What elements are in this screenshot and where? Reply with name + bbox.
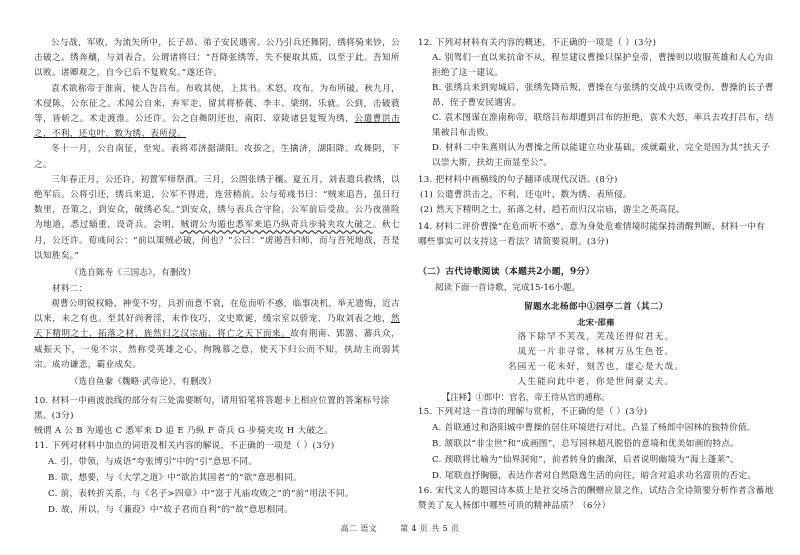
poem-line: 人生能向此中老，你是世间豪丈夫。: [517, 377, 675, 387]
poem-author: 北宋·邵雍: [577, 317, 615, 327]
source-note-1: （选自陈寿《三国志》，有删改）: [70, 267, 196, 278]
passage-paragraph-2: [34, 82, 400, 143]
footer-page-number: 第 4 页 共 5 页: [400, 524, 460, 533]
question-15-option-d: D. 尾联直抒胸臆，表达作者对自然隐逸生活的向往，暗含对追求功名富贵的否定。: [432, 471, 757, 481]
question-14: 14. 材料二评价曹操“在危而听不惑”，意为身处危难情境时能保持清醒判断，材料一中有哪些事实可以支持这一看法？请简要说明。(3分): [418, 222, 766, 247]
poem-line: 洛下除罕不芙茂，芙茂还得似君无。: [517, 332, 675, 342]
passage-paragraph-1: 公与战，军败，为流矢所中，长子昂、弟子安民遇害。公乃引兵还舞阴，绣将骑来钞，公击破之。绣奔穰，与刘表合。公谓诸将曰：“吾降张绣等，失不便取其质，以至于此。吾知所以败。诸卿观之，自今已后不复败矣。”遂还许。: [34, 38, 400, 79]
right-column: [418, 36, 774, 514]
passage-paragraph-5: [34, 297, 400, 373]
question-10-options: 贼谓 A 公 B 为遁也 C 悉军来 D 追 E 乃纵 F 奇兵 G 步骑夹攻 H 大破之。: [34, 426, 334, 437]
question-12-option-a: A. 别驾们一直以来抗命不从，程昱建议曹操只保护皇帝，曹操则以收服英雄和人心为由拒绝了这一建议。: [432, 53, 774, 78]
passage-text: 观曹公明锐权略，神变不穷，兵折而意不衰，在危而听不惑，临事决机，举无遗悔，近古以来，未之有也。至其好尚奢淫，末作伎巧，文史欺诞，缓宗室以骄宠，乃取刘表之地，: [34, 299, 400, 325]
question-11-option-c: C. 前，表转折关系，与《名子>四章》中“富于凡庙攻败之”的“前”用法不同。: [48, 489, 354, 500]
passage-text: 。秋七月，公还许。荀彧问公：“前以策贼必破，何也？”公曰：“虏遏吾归师，而与吾死地战，吾是以知胜矣。”: [34, 220, 400, 261]
question-13: 13. 把材料中画横线的句子翻译成现代汉语。(8分): [418, 175, 618, 185]
question-13-part-2: (2) 然天下精明之士，拓落之材，趋若而归汉宗庙，游尘之英高昆。: [420, 205, 686, 215]
question-12-option-b: B. 张绣兵来到宛城后，张绣先降后叛，曹操在与张绣的交战中兵败受伤，曹操的长子曹昂、侄子曹安民遇害。: [432, 83, 774, 108]
left-column: [34, 36, 400, 518]
source-note-2: （选自鱼豢《魏略·武帝论》，有删改）: [70, 376, 217, 387]
question-11: 11. 下列对材料中加点的词语及相关内容的解说，不正确的一项是（ ）(3分): [34, 441, 335, 452]
poem-annotation: 【注释】①郎中：官名，帝王待从官的通称。: [442, 392, 610, 402]
poem-title: 留题水北杨郎中①园亭二首（其二）: [524, 302, 668, 312]
passage-paragraph-3: 冬十一月，公自南征，至宛。表将邓济据湖阳。攻拔之，生擒济，湖阳降。攻舞阴，下之。: [34, 144, 400, 170]
question-11-option-b: B. 欲，想要，与《大学之道》中“欲治其国者”的“欲”意思相同。: [48, 473, 302, 484]
underlined-sentence-2: 然天下精明之士，拓落之材，旌然归之汉宗庙，将亡之天下而来。: [34, 314, 400, 340]
question-15-option-c: C. 颈联将比喻为“仙界洞宛”，前者转身的幽深，后者说明幽境为“海上蓬莱”。: [432, 455, 740, 465]
question-12: 12. 下列对材料有关内容的概述，不正确的一项是（ ）(3分): [418, 38, 657, 48]
question-11-option-d: D. 故，所以，与《蒹葭》中“故子君而自利”的“故”意思相同。: [48, 505, 294, 516]
question-15-option-a: A. 首联通过和洛阳城中曹操的居住环境进行对比，凸显了杨郎中园林的独特价值。: [432, 423, 756, 433]
passage-text: 三年春正月，公还许，初置军师祭酒。三月，公围张绣于穰。夏五月，刘表遣兵救绣，以绝军后。公将引还，绣兵来追，公军不得进，连营稍前。公与荀彧书曰：“贼来追吾，虽日行数里，吾策之，到安众，破绣必矣。”到安众，绣与表兵合守险，公军前后受敌。公乃夜凿险为地道，悉过辎重，设奇兵。会明，: [34, 174, 400, 231]
poem-block: [418, 300, 774, 390]
page-footer: [0, 523, 800, 534]
question-10: 10. 材料一中画波浪线的部分有三处需要断句，请用铅笔将答题卡上相应位置的答案标号涂黑。(3分): [34, 396, 390, 422]
question-13-part-1: (1) 公遣曹洪击之，不利，还屯叶，数为绣、表所侵。: [420, 190, 632, 200]
poem-line: 名园无一花未好，刻苦也，虚心是大哉。: [507, 362, 685, 372]
material-two-heading: 材料二：: [52, 284, 88, 295]
question-12-option-c: C. 袁术图谋在淮南称帝，联络吕布却遭到吕布的拒绝，袁术大怒，率兵去攻打吕布，结果被吕布击败。: [432, 113, 774, 138]
underlined-sentence-1: 公遣曹洪击之，不利，还屯叶，数为绣、表所侵。: [34, 114, 400, 140]
poem-line: 凤光一片非寻常，林树万丛生色苍。: [517, 347, 675, 357]
question-15-option-b: B. 颔联以“非尘世”和“成画图”，总写园林超凡脱俗的意境和优美如画的特点。: [432, 439, 740, 449]
footer-subject: 高二 语文: [340, 524, 378, 533]
section-poetry-heading: （二）古代诗歌阅读（本题共2小题，9分）: [418, 267, 595, 277]
wavy-underlined-sentence: 贼谓公为遁也悉军来追乃纵奇兵步骑夹攻大破之: [180, 220, 373, 231]
passage-paragraph-4: [34, 173, 400, 264]
section-poetry-instruction: 阅读下面一首诗歌，完成15-16小题。: [435, 283, 581, 293]
question-15: 15. 下列对这一首诗的理解与赏析，不正确的是（ ）(3分): [418, 407, 648, 417]
passage-text: 故有荆南、郢嚣、蕃兵众，威振天下，一兔不宗，然称受英雄之心，徇隗慕之意，使天下归公而不知，执劫主而弱其宗。成功谦悲，霸业成矣。: [34, 329, 400, 370]
passage-text: 袁术欲称帝于淮南，使人告吕布。布收其使，上其书。术怒，攻布，为布所破。秋九月，术侵陈，公东征之。术闻公自来，弃军走，留其将桥蕤、李丰、梁纲、乐就。公到，击破蕤等，皆斩之。术走渡淮。公还许。公之自舞阴还也，南阳、章陵诸县复叛为绣，: [34, 83, 400, 125]
question-16: 16. 宋代文人的题园诗本质上是社交场合的酬赠应景之作，试结合全诗简要分析作者含蓄地赞美了友人杨郎中哪些可贵的精神品质？（6分）: [418, 486, 774, 511]
question-11-option-a: A. 引，带领，与成语“夸张博引”中的“引”意思不同。: [48, 457, 258, 468]
question-12-option-d: D. 材料二中朱熹则认为曹操之所以能建立功业基础，成就霸业，完全是因为其“扶天子以崇大斯，扶幼主而显至公”。: [432, 143, 770, 168]
